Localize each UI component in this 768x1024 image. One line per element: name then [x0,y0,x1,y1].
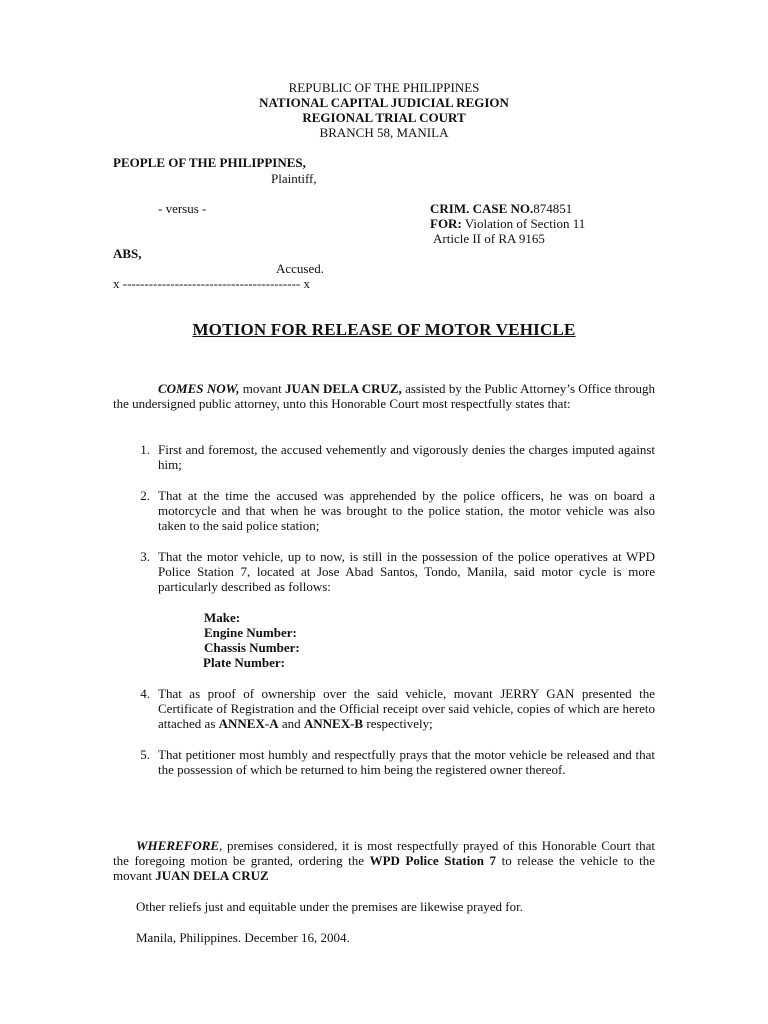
versus-label: - versus - [158,201,207,216]
wherefore-text-b: to release the vehicle to the movant [113,853,655,883]
annex-b: ANNEX-B [303,716,364,731]
caption-separator: x ----------------------------------------- x [113,276,310,291]
intro-text: assisted by the Public Attorney’s Office through the undersigned public attorney, unto this Honorable Court most respectfully states that: [113,381,655,411]
annex-a: ANNEX-A [218,716,279,731]
vehicle-make: Make: [204,610,241,625]
intro-movant-prefix: movant [239,381,286,396]
charge-article: Article II of RA 9165 [433,231,545,246]
case-label: CRIM. CASE NO. [430,201,534,216]
item-4-and: and [278,716,304,731]
item-2-text: That at the time the accused was apprehended by the police officers, he was on board a motorcycle and that when he was brought to the police station, the motor vehicle was also taken to the said police station; [158,488,655,533]
motion-title: MOTION FOR RELEASE OF MOTOR VEHICLE [192,320,576,339]
vehicle-engine-number: Engine Number: [204,625,297,640]
accused-role: Accused. [276,261,325,276]
item-5-number: 5. [140,747,150,762]
place-date: Manila, Philippines. December 16, 2004. [136,930,350,945]
vehicle-chassis-number: Chassis Number: [204,640,300,655]
item-4-text-a: That as proof of ownership over the said vehicle, movant JERRY GAN presented the Certificate of Registration and the Official receipt over said vehicle, copies of which are hereto attached as [158,686,655,731]
item-4-text [158,686,655,731]
wherefore-station: WPD Police Station 7 [369,853,497,868]
item-1-number: 1. [140,442,150,457]
header-region: NATIONAL CAPITAL JUDICIAL REGION [259,95,509,110]
plaintiff-role: Plaintiff, [271,171,317,186]
wherefore-movant: JUAN DELA CRUZ [155,868,269,883]
plaintiff-name: PEOPLE OF THE PHILIPPINES, [113,155,306,170]
case-number-line [430,201,572,216]
item-1-text: First and foremost, the accused vehemently and vigorously denies the charges imputed against him; [158,442,655,472]
header-court: REGIONAL TRIAL COURT [302,110,466,125]
wherefore-paragraph [113,838,655,883]
for-label: FOR: [430,216,462,231]
header-branch: BRANCH 58, MANILA [319,125,449,140]
other-reliefs: Other reliefs just and equitable under the premises are likewise prayed for. [136,899,523,914]
charge-text: Violation of Section 11 [461,216,586,231]
vehicle-plate-number: Plate Number: [203,655,285,670]
item-4-number: 4. [140,686,150,701]
comes-now: COMES NOW, [158,381,240,396]
accused-name: ABS, [113,246,142,261]
intro-paragraph [113,381,655,411]
charge-line [430,216,585,231]
header-republic: REPUBLIC OF THE PHILIPPINES [288,80,480,95]
wherefore-text-a: , premises considered, it is most respectfully prayed of this Honorable Court that the foregoing motion be granted, ordering the [113,838,655,868]
case-number: 874851 [533,201,573,216]
item-4-text-b: respectively; [363,716,433,731]
item-2-number: 2. [140,488,150,503]
wherefore-label: WHEREFORE [136,838,220,853]
movant-name: JUAN DELA CRUZ, [285,381,402,396]
item-3-number: 3. [140,549,150,564]
item-3-text: That the motor vehicle, up to now, is still in the possession of the police operatives at WPD Police Station 7, located at Jose Abad Santos, Tondo, Manila, said motor cycle is more particularly described as follows: [158,549,655,594]
item-5-text: That petitioner most humbly and respectfully prays that the motor vehicle be released and that the possession of which be returned to him being the registered owner thereof. [158,747,655,777]
